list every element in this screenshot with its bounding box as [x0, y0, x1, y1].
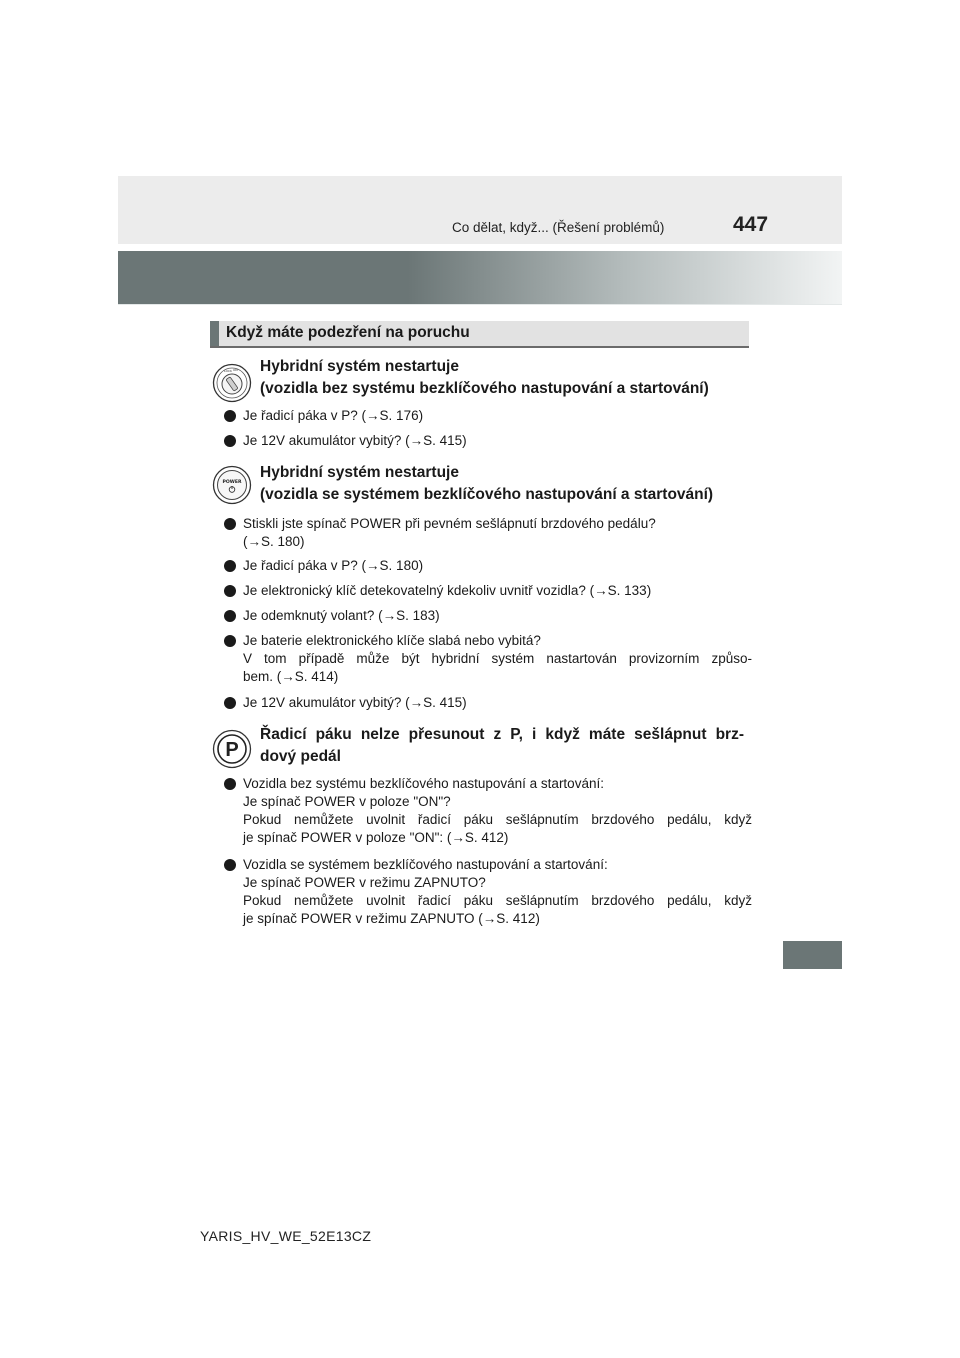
list-item-text: je spínač POWER v poloze "ON": (→S. 412) [243, 830, 509, 845]
chapter-title: Co dělat, když... (Řešení problémů) [452, 220, 665, 235]
list-item-text: V tom případě může být hybridní systém nastartován provizorním způso- [243, 651, 752, 666]
block-1-heading [260, 356, 750, 400]
bullet-icon [224, 635, 236, 647]
block-2-heading-line-2: (vozidla se systémem bezklíčového nastupování a startování) [260, 486, 714, 503]
list-item-text: Je spínač POWER v poloze "ON"? [243, 794, 451, 809]
section-title: Když máte podezření na poruchu [226, 324, 470, 341]
list-item-text: Je elektronický klíč detekovatelný kdekoliv uvnitř vozidla? (→S. 133) [243, 583, 652, 598]
bullet-icon [224, 585, 236, 597]
block-3-heading [260, 724, 744, 768]
list-item [224, 632, 752, 686]
bullet-icon [224, 859, 236, 871]
park-p-icon [212, 729, 252, 769]
header-gradient-bar [118, 251, 842, 304]
list-item [224, 582, 752, 600]
bullet-icon [224, 610, 236, 622]
block-3-heading-line-2: dový pedál [260, 748, 341, 765]
list-item-text: Je spínač POWER v režimu ZAPNUTO? [243, 875, 486, 890]
list-item-text: Pokud nemůžete uvolnit řadicí páku sešlápnutím brzdového pedálu, když [243, 812, 752, 827]
bullet-icon [224, 435, 236, 447]
park-label: P [225, 739, 239, 761]
list-item-text: Je řadicí páka v P? (→S. 180) [243, 558, 424, 573]
block-2-heading [260, 462, 750, 506]
list-item [224, 557, 752, 575]
list-item-text: (→S. 180) [243, 534, 305, 549]
bullet-icon [224, 518, 236, 530]
chapter-side-tab [783, 941, 842, 969]
section-header [210, 321, 749, 348]
svg-text:ON: ON [233, 368, 238, 372]
section-header-accent [210, 321, 219, 346]
list-item [224, 607, 752, 625]
block-2-heading-line-1: Hybridní systém nestartuje [260, 464, 459, 481]
list-item [224, 856, 752, 928]
list-item [224, 515, 752, 551]
list-item-text: Pokud nemůžete uvolnit řadicí páku sešlápnutím brzdového pedálu, když [243, 893, 752, 908]
header-divider [118, 304, 842, 305]
list-item [224, 775, 752, 847]
list-item [224, 694, 752, 712]
list-item-text: Je 12V akumulátor vybitý? (→S. 415) [243, 695, 467, 710]
ignition-key-switch-icon [212, 363, 252, 403]
list-item-text: je spínač POWER v režimu ZAPNUTO (→S. 412) [243, 911, 540, 926]
document-code: YARIS_HV_WE_52E13CZ [200, 1228, 372, 1244]
bullet-icon [224, 778, 236, 790]
list-item [224, 432, 752, 450]
block-1-heading-line-1: Hybridní systém nestartuje [260, 358, 459, 375]
list-item-text: Je 12V akumulátor vybitý? (→S. 415) [243, 433, 467, 448]
page-number: 447 [733, 213, 769, 236]
list-item-text: Vozidla se systémem bezklíčového nastupování a startování: [243, 857, 608, 872]
block-3-heading-line-1: Řadicí páku nelze přesunout z P, i když máte sešlápnut brz- [260, 726, 744, 743]
list-item-text: Je řadicí páka v P? (→S. 176) [243, 408, 424, 423]
power-button-label: POWER [222, 480, 242, 485]
bullet-icon [224, 560, 236, 572]
list-item-text: Vozidla bez systému bezklíčového nastupování a startování: [243, 776, 604, 791]
list-item-text: Stiskli jste spínač POWER při pevném sešlápnutí brzdového pedálu? [243, 516, 656, 531]
block-1-heading-line-2: (vozidla bez systému bezklíčového nastupování a startování) [260, 380, 709, 397]
svg-text:LOCK: LOCK [224, 369, 232, 373]
list-item-text: bem. (→S. 414) [243, 669, 339, 684]
bullet-icon [224, 410, 236, 422]
bullet-icon [224, 697, 236, 709]
list-item-text: Je odemknutý volant? (→S. 183) [243, 608, 440, 623]
list-item [224, 407, 752, 425]
list-item-text: Je baterie elektronického klíče slabá nebo vybitá? [243, 633, 541, 648]
power-button-icon [212, 465, 252, 505]
